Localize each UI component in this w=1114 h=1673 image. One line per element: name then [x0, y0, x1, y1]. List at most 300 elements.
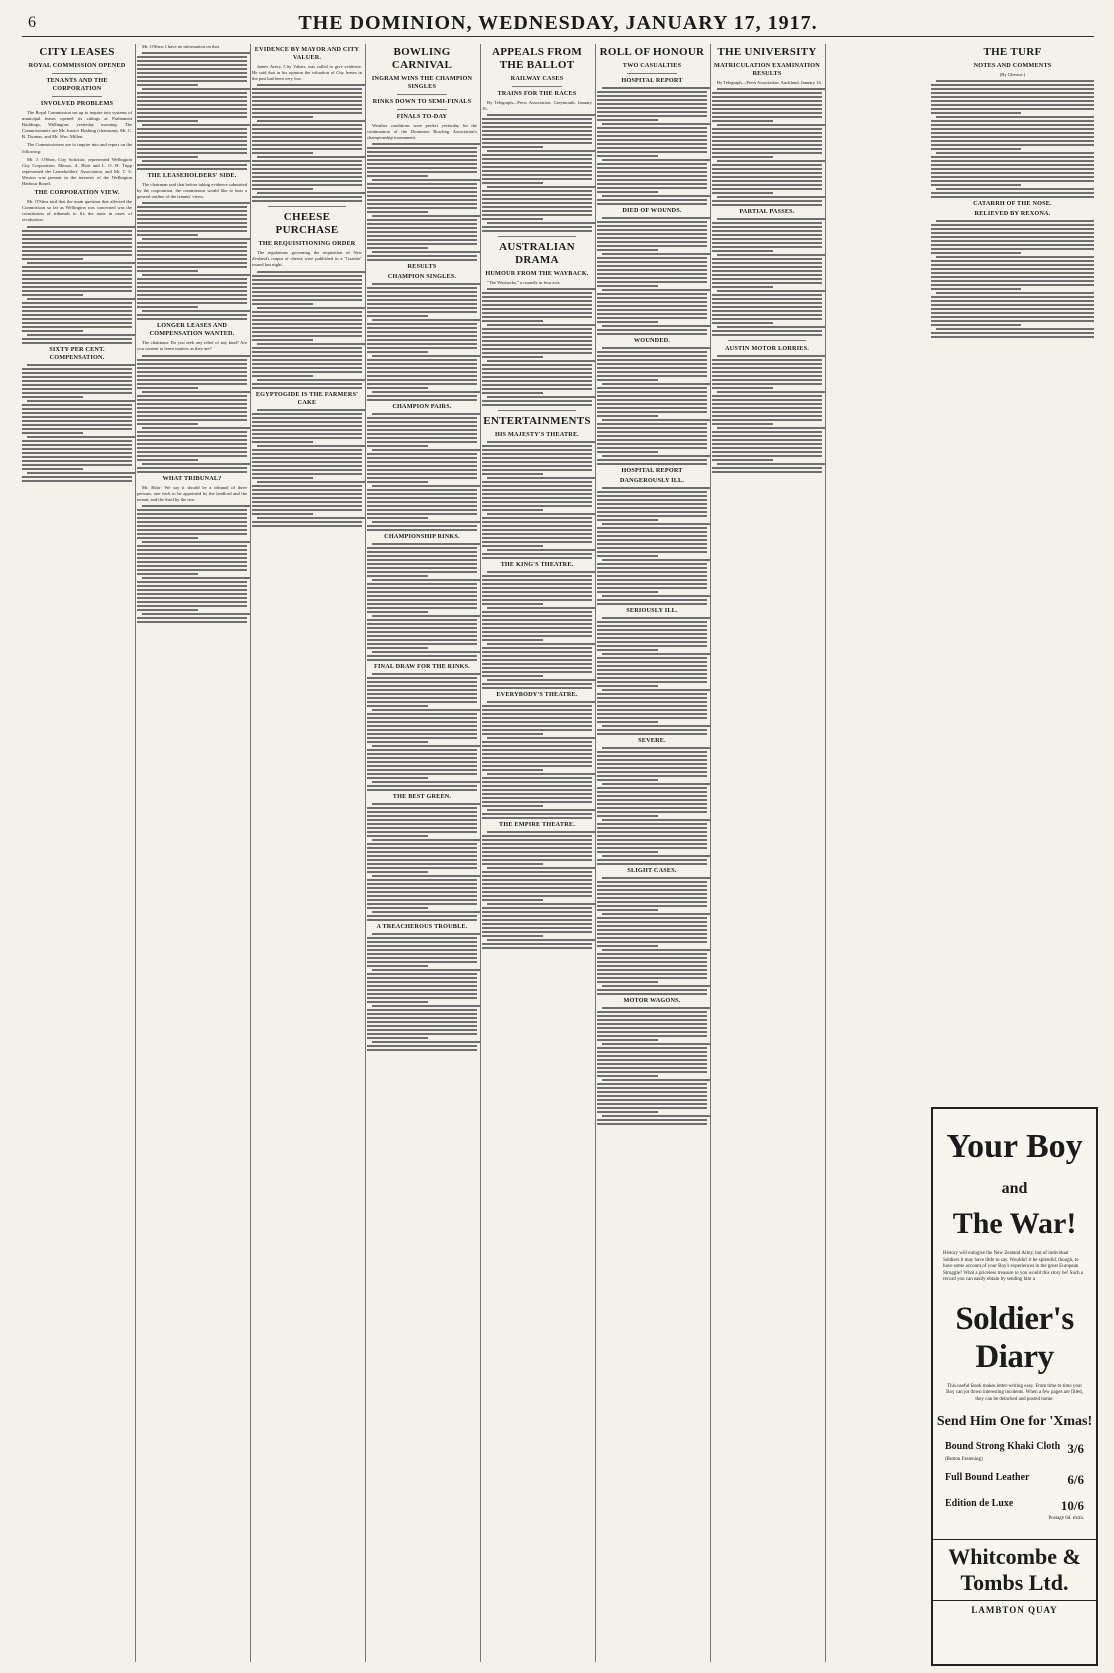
text-line: [597, 575, 707, 577]
text-line: [252, 140, 362, 142]
text-line: [367, 167, 477, 169]
text-line: [137, 521, 247, 523]
text-line: [367, 559, 477, 561]
text-line: [597, 803, 707, 805]
text-line: [482, 935, 543, 937]
text-line: [367, 183, 477, 185]
text-line: [482, 659, 592, 661]
subhead-trains-races: TRAINS FOR THE RACES: [497, 90, 577, 97]
text-line: [597, 721, 658, 723]
text-line: [372, 251, 481, 253]
text-line: [931, 196, 1094, 198]
text-line: [482, 545, 543, 547]
subhead-tenants: TENANTS AND THE CORPORATION: [46, 77, 108, 92]
text-line: [22, 372, 132, 374]
text-line: [367, 163, 477, 165]
text-line: [252, 417, 362, 419]
text-line: [137, 439, 247, 441]
text-line: [931, 336, 1094, 338]
text-line: [597, 249, 658, 251]
text-line: [602, 195, 711, 197]
text-line: [367, 383, 477, 385]
text-line: [712, 246, 822, 248]
text-line: [487, 549, 596, 551]
text-line: [597, 395, 707, 397]
text-line: [367, 227, 477, 229]
text-line: [482, 749, 592, 751]
text-line: [712, 180, 822, 182]
text-line: [142, 52, 251, 54]
text-line: [137, 64, 247, 66]
text-line: [597, 759, 707, 761]
text-line: [142, 88, 251, 90]
text-line: [597, 905, 707, 907]
text-line: [22, 392, 132, 394]
text-line: [482, 300, 592, 302]
text-line: [712, 282, 822, 284]
text-line: [367, 441, 477, 443]
text-line: [712, 459, 773, 461]
text-line: [137, 415, 247, 417]
subhead-final-draw: FINAL DRAW FOR THE RINKS.: [373, 663, 471, 671]
text-line: [257, 445, 366, 447]
text-line: [482, 465, 592, 467]
text-line: [22, 302, 132, 304]
text-line: [597, 131, 707, 133]
text-line: [712, 471, 822, 473]
text-line: [367, 571, 477, 573]
text-line: [712, 222, 822, 224]
text-line: [142, 202, 251, 204]
text-line: [367, 453, 477, 455]
text-line: [252, 311, 362, 313]
text-line: [137, 254, 247, 256]
text-line: [482, 765, 592, 767]
text-line: [367, 187, 477, 189]
text-line: [482, 497, 592, 499]
text-line: [367, 753, 477, 755]
text-line: [597, 701, 707, 703]
text-line: [367, 859, 477, 861]
text-line: [712, 192, 773, 194]
text-line: [367, 359, 477, 361]
text-line: [712, 415, 822, 417]
text-line: [482, 805, 543, 807]
text-line: [257, 517, 366, 519]
text-line: [482, 553, 592, 555]
column-appeals-drama: [482, 44, 596, 1662]
text-line: [482, 493, 592, 495]
text-line: [597, 1091, 707, 1093]
text-line: [482, 793, 592, 795]
text-line: [482, 717, 592, 719]
text-line: [602, 949, 711, 951]
article-body-text: [712, 88, 822, 206]
text-line: [931, 192, 1094, 194]
text-line: [367, 689, 477, 691]
text-line: [372, 215, 481, 217]
text-line: [367, 307, 477, 309]
text-line: [367, 647, 428, 649]
subhead-hospital-report-2: HOSPITAL REPORT: [621, 467, 683, 474]
text-line: [372, 969, 481, 971]
text-line: [712, 314, 822, 316]
text-line: [482, 485, 592, 487]
text-line: [602, 523, 711, 525]
text-line: [597, 1087, 707, 1089]
text-line: [367, 655, 477, 657]
text-line: [482, 587, 592, 589]
text-line: [482, 839, 592, 841]
text-line: [936, 116, 1094, 118]
text-line: [137, 80, 247, 82]
text-line: [482, 851, 592, 853]
text-line: [257, 271, 366, 273]
text-line: [597, 973, 707, 975]
article-body-text: [137, 505, 247, 623]
text-line: [482, 489, 592, 491]
text-line: [367, 785, 477, 787]
text-line: [482, 517, 592, 519]
text-line: [597, 539, 707, 541]
text-line: [137, 314, 247, 316]
text-line: [142, 541, 251, 543]
text-line: [367, 607, 477, 609]
text-line: [22, 254, 132, 256]
text-line: [602, 747, 711, 749]
text-line: [597, 839, 707, 841]
text-line: [597, 893, 707, 895]
text-line: [487, 513, 596, 515]
text-line: [487, 324, 596, 326]
text-line: [367, 155, 477, 157]
text-line: [712, 302, 822, 304]
text-line: [602, 325, 711, 327]
text-line: [597, 859, 707, 861]
text-line: [482, 352, 592, 354]
article-body-text: [367, 933, 477, 1051]
text-line: [597, 439, 707, 441]
text-line: [717, 326, 826, 328]
text-line: [137, 168, 247, 170]
text-line: [367, 191, 477, 193]
text-line: [372, 355, 481, 357]
article-paragraph: The chairman said that before taking evidence submitted by the corporation, the commission would like to hear a general outline of the tenants' views.: [137, 182, 247, 200]
text-line: [597, 909, 658, 911]
text-line: [597, 519, 658, 521]
text-line: [252, 493, 362, 495]
text-line: [482, 533, 592, 535]
text-line: [597, 881, 707, 883]
text-line: [142, 124, 251, 126]
text-line: [367, 1021, 477, 1023]
subhead-requisitioning-order: THE REQUISITIONING ORDER: [258, 240, 356, 248]
divider: [512, 86, 562, 87]
text-line: [367, 811, 477, 813]
text-line: [367, 481, 428, 483]
subhead-involved-problems: INVOLVED PROBLEMS: [40, 100, 114, 107]
text-line: [597, 901, 707, 903]
text-line: [597, 717, 707, 719]
text-line: [137, 266, 247, 268]
text-line: [367, 311, 477, 313]
text-line: [137, 363, 247, 365]
text-line: [22, 242, 132, 244]
text-line: [137, 561, 247, 563]
text-line: [252, 355, 362, 357]
text-line: [367, 1013, 477, 1015]
text-line: [252, 164, 362, 166]
text-line: [712, 132, 822, 134]
text-line: [712, 116, 822, 118]
text-line: [252, 367, 362, 369]
text-line: [367, 547, 477, 549]
article-paragraph: James Avery, City Valuer, was called to give evidence. He said that in his opinion the valuation of City leases in the past had been very low.: [252, 64, 362, 82]
text-line: [367, 151, 477, 153]
text-line: [367, 211, 428, 213]
text-line: [712, 294, 822, 296]
text-line: [482, 194, 592, 196]
text-line: [597, 443, 707, 445]
text-line: [936, 80, 1094, 82]
text-line: [712, 399, 822, 401]
text-line: [712, 234, 822, 236]
text-line: [482, 400, 592, 402]
text-line: [482, 623, 592, 625]
text-line: [482, 122, 592, 124]
text-line: [367, 323, 477, 325]
text-line: [252, 144, 362, 146]
text-line: [367, 887, 477, 889]
text-line: [482, 801, 592, 803]
text-line: [22, 338, 132, 340]
text-line: [597, 917, 707, 919]
text-line: [482, 404, 592, 406]
text-line: [482, 296, 592, 298]
text-line: [22, 456, 132, 458]
text-line: [27, 472, 136, 474]
text-line: [367, 835, 428, 837]
text-line: [367, 903, 477, 905]
article-body-text: [22, 226, 132, 344]
text-line: [482, 312, 592, 314]
text-line: [712, 387, 773, 389]
text-line: [597, 547, 707, 549]
text-line: [367, 741, 428, 743]
text-line: [712, 148, 822, 150]
text-line: [482, 469, 592, 471]
text-line: [137, 286, 247, 288]
text-line: [482, 615, 592, 617]
text-line: [482, 745, 592, 747]
text-line: [597, 1099, 707, 1101]
text-line: [252, 188, 313, 190]
text-line: [712, 262, 822, 264]
text-line: [931, 156, 1094, 158]
text-line: [712, 363, 822, 365]
text-line: [252, 433, 362, 435]
text-line: [252, 453, 362, 455]
article-body-text: [931, 80, 1094, 198]
text-line: [597, 685, 658, 687]
text-line: [482, 919, 592, 921]
text-line: [367, 315, 428, 317]
divider: [498, 236, 576, 237]
subhead-catarrh: CATARRH OF THE NOSE.: [973, 200, 1052, 208]
text-line: [482, 635, 592, 637]
text-line: [597, 221, 707, 223]
text-line: [252, 441, 313, 443]
text-line: [367, 195, 477, 197]
text-line: [597, 1063, 707, 1065]
text-line: [597, 435, 707, 437]
text-line: [482, 372, 592, 374]
text-line: [931, 144, 1094, 146]
text-line: [931, 164, 1094, 166]
text-line: [597, 1027, 707, 1029]
text-line: [931, 104, 1094, 106]
text-line: [482, 887, 592, 889]
subhead-treacherous-trouble: A TREACHEROUS TROUBLE.: [376, 923, 468, 931]
text-line: [712, 439, 822, 441]
text-line: [137, 431, 247, 433]
text-line: [602, 419, 711, 421]
text-line: [22, 290, 132, 292]
text-line: [712, 359, 822, 361]
text-line: [367, 469, 477, 471]
text-line: [482, 947, 592, 949]
text-line: [137, 379, 247, 381]
text-line: [597, 1083, 707, 1085]
text-line: [252, 196, 362, 198]
column-city-leases: [22, 44, 136, 1662]
text-line: [597, 641, 707, 643]
text-line: [257, 192, 366, 194]
column-city-leases-continued: [137, 44, 251, 1662]
text-line: [137, 242, 247, 244]
text-line: [137, 565, 247, 567]
text-line: [602, 877, 711, 879]
article-body-text: [252, 271, 362, 389]
text-line: [936, 256, 1094, 258]
text-line: [252, 437, 362, 439]
text-line: [597, 693, 707, 695]
text-line: [597, 827, 707, 829]
text-line: [597, 143, 707, 145]
text-line: [597, 115, 707, 117]
text-line: [597, 1071, 707, 1073]
text-line: [367, 493, 477, 495]
headline-the-turf: THE TURF: [983, 46, 1042, 58]
text-line: [602, 383, 711, 385]
text-line: [252, 168, 362, 170]
text-line: [712, 447, 822, 449]
subhead-partial-passes: PARTIAL PASSES.: [739, 208, 795, 216]
text-line: [482, 639, 543, 641]
text-line: [712, 242, 822, 244]
text-line: [931, 228, 1094, 230]
text-line: [252, 347, 362, 349]
text-line: [482, 170, 592, 172]
text-line: [931, 88, 1094, 90]
text-line: [137, 359, 247, 361]
text-line: [712, 431, 822, 433]
text-line: [597, 313, 707, 315]
text-line: [482, 709, 592, 711]
text-line: [602, 725, 711, 727]
text-line: [22, 420, 132, 422]
text-line: [137, 533, 247, 535]
text-line: [931, 300, 1094, 302]
text-line: [597, 1095, 707, 1097]
text-line: [367, 445, 428, 447]
text-line: [597, 241, 707, 243]
text-line: [597, 111, 707, 113]
text-line: [712, 144, 822, 146]
text-line: [717, 391, 826, 393]
text-line: [367, 465, 477, 467]
text-line: [602, 217, 711, 219]
text-line: [931, 260, 1094, 262]
text-line: [372, 521, 481, 523]
text-line: [367, 1045, 477, 1047]
text-line: [482, 927, 592, 929]
text-line: [22, 322, 132, 324]
text-line: [367, 371, 477, 373]
text-line: [712, 128, 822, 130]
text-line: [717, 88, 826, 90]
text-line: [367, 961, 477, 963]
text-line: [137, 455, 247, 457]
headline-australian-drama: AUSTRALIAN DRAMA: [499, 241, 575, 267]
text-line: [487, 809, 596, 811]
text-line: [367, 623, 477, 625]
text-line: [252, 124, 362, 126]
text-line: [602, 819, 711, 821]
text-line: [252, 505, 362, 507]
text-line: [372, 143, 481, 145]
price-item-name: Full Bound Leather: [945, 1472, 1030, 1483]
text-line: [712, 298, 822, 300]
subhead-railway-cases: RAILWAY CASES: [510, 75, 564, 82]
text-line: [137, 290, 247, 292]
text-line: [137, 375, 247, 377]
text-line: [367, 619, 477, 621]
text-line: [597, 491, 707, 493]
text-line: [372, 933, 481, 935]
text-line: [252, 100, 362, 102]
text-line: [482, 178, 592, 180]
text-line: [717, 124, 826, 126]
text-line: [482, 453, 592, 455]
price-note: (Button Fastening): [945, 1457, 983, 1462]
subhead-kings-theatre: THE KING'S THEATRE.: [500, 561, 574, 569]
text-line: [252, 331, 362, 333]
text-line: [482, 785, 592, 787]
text-line: [367, 437, 477, 439]
article-body-text: [367, 543, 477, 661]
text-line: [482, 118, 592, 120]
text-line: [597, 245, 707, 247]
text-line: [482, 182, 543, 184]
text-line: [367, 417, 477, 419]
text-line: [597, 677, 707, 679]
text-line: [597, 937, 707, 939]
text-line: [372, 745, 481, 747]
text-line: [487, 396, 596, 398]
text-line: [712, 278, 822, 280]
text-line: [602, 913, 711, 915]
